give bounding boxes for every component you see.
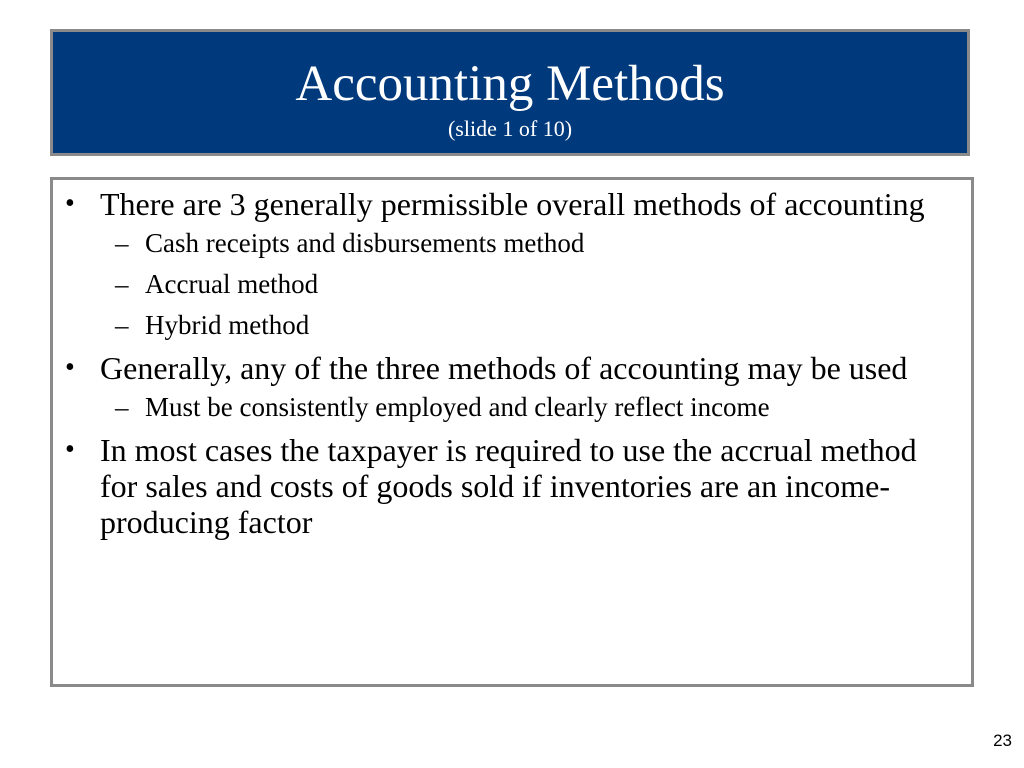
- sub-bullet-text: Cash receipts and disbursements method: [145, 228, 585, 258]
- bullet-dot-icon: •: [65, 188, 75, 219]
- dash-icon: –: [115, 269, 129, 299]
- sub-bullet-text: Hybrid method: [145, 310, 310, 340]
- bullet-item: [53, 350, 971, 423]
- slide-subtitle: (slide 1 of 10): [447, 116, 573, 141]
- bullet-dot-icon: •: [65, 352, 75, 383]
- sub-bullet-text: Accrual method: [145, 269, 319, 299]
- bullet-text: In most cases the taxpayer is required to use the accrual method for sales and costs of goods sold if inventories are an income-producing factor: [100, 432, 917, 540]
- bullet-text: There are 3 generally permissible overall methods of accounting: [100, 186, 925, 222]
- page-number: 23: [993, 731, 1012, 750]
- bullet-dot-icon: •: [65, 434, 75, 465]
- bullet-item: [53, 186, 971, 341]
- bullet-item: [53, 432, 971, 540]
- sub-bullet-item: [100, 268, 951, 300]
- dash-icon: –: [115, 310, 129, 340]
- dash-icon: –: [115, 228, 129, 258]
- sub-bullet-list: [100, 227, 951, 341]
- sub-bullet-text: Must be consistently employed and clearly reflect income: [145, 392, 770, 422]
- sub-bullet-item: [100, 391, 951, 423]
- bullet-text: Generally, any of the three methods of accounting may be used: [100, 350, 908, 386]
- bullet-list: [53, 186, 971, 548]
- title-banner: [50, 29, 970, 156]
- dash-icon: –: [115, 392, 129, 422]
- sub-bullet-item: [100, 227, 951, 259]
- slide-title: Accounting Methods: [295, 56, 725, 112]
- sub-bullet-item: [100, 309, 951, 341]
- sub-bullet-list: [100, 391, 951, 423]
- content-panel: [50, 177, 974, 687]
